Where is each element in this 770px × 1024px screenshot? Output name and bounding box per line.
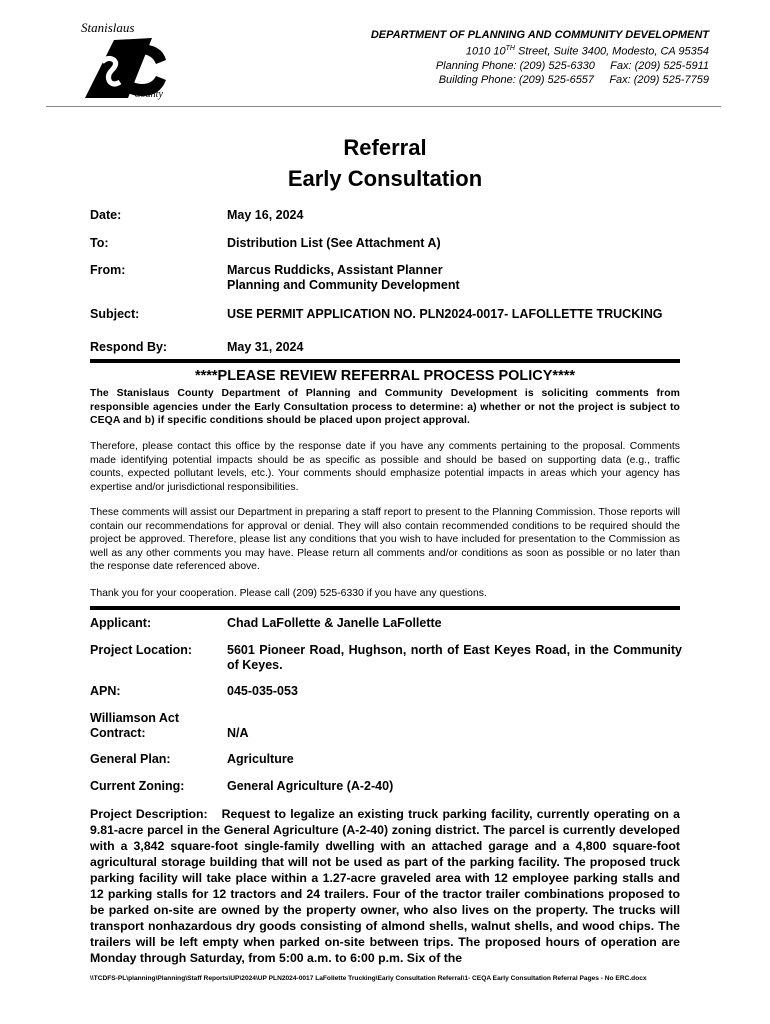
to-label: To: xyxy=(90,236,109,250)
stanislaus-county-logo xyxy=(80,20,172,100)
from-label: From: xyxy=(90,263,126,277)
paragraph-comments: Therefore, please contact this office by the response date if you have any comments pertaining to the proposal. Comments made identifying potential impacts should be as specific as possible and should be based on supporting data (e.g., traffic counts, expected pollutant levels, etc.). Your comments should emphasize potential impacts in areas which your agency has expertise and/or jurisdictional responsibilities. xyxy=(90,441,680,493)
from-value-name: Marcus Ruddicks, Assistant Planner xyxy=(227,263,443,277)
project-location-value: 5601 Pioneer Road, Hughson, north of East Keyes Road, in the Community of Keyes. xyxy=(227,643,682,672)
current-zoning-label: Current Zoning: xyxy=(90,779,185,793)
date-value: May 16, 2024 xyxy=(227,208,304,222)
general-plan-value: Agriculture xyxy=(227,752,294,766)
apn-label: APN: xyxy=(90,684,121,698)
williamson-act-value: N/A xyxy=(227,726,249,740)
project-top-rule xyxy=(90,606,680,610)
project-description-label: Project Description: xyxy=(90,807,208,821)
department-address: 1010 10TH Street, Suite 3400, Modesto, CA 95354 xyxy=(465,45,709,58)
department-header xyxy=(371,28,709,87)
apn-value: 045-035-053 xyxy=(227,684,298,698)
file-path-footer: \\TCDFS-PL\planning\Planning\Staff Reports\UP\2024\UP PLN2024-0017 LaFollette Trucking\Early Consultation Referral\1- CEQA Early Consultation Referral Pages - No ERC.docx xyxy=(90,975,647,982)
from-value-department: Planning and Community Development xyxy=(227,278,460,292)
subject-label: Subject: xyxy=(90,307,140,321)
general-plan-label: General Plan: xyxy=(90,752,171,766)
planning-phone: Planning Phone: (209) 525-6330 Fax: (209) 525-5911 xyxy=(435,59,709,72)
respond-by-label: Respond By: xyxy=(90,340,168,354)
project-description-text: Request to legalize an existing truck parking facility, currently operating on a 9.81-acre parcel in the General Agriculture (A-2-40) zoning district. The parcel is currently developed with a 3,842 square-foot single-family dwelling with an attached garage and a 4,800 square-foot agricultural storage building that will not be used as part of the parking facility. The proposed truck parking facility will take place within a 1.27-acre graveled area with 12 employee parking stalls and 12 parking stalls for 12 tractors and 24 trailers. Four of the tractor trailer combinations proposed to be parked on-site are owned by the property owner, who also lives on the property. The trucks will transport nonhazardous dry goods consisting of almond shells, walnut shells, and wood chips. The trailers will be left empty when parked on-site between trips. The proposed hours of operation are Monday through Saturday, from 5:00 a.m. to 6:00 p.m. Six of the xyxy=(90,807,680,965)
policy-heading: ****PLEASE REVIEW REFERRAL PROCESS POLICY**** xyxy=(194,368,576,384)
applicant-label: Applicant: xyxy=(90,616,152,630)
policy-top-rule xyxy=(90,359,680,363)
document-title: Referral xyxy=(343,135,427,160)
logo-top-text: Stanislaus xyxy=(81,20,135,35)
current-zoning-value: General Agriculture (A-2-40) xyxy=(227,779,394,793)
to-value: Distribution List (See Attachment A) xyxy=(227,236,441,250)
policy-text: The Stanislaus County Department of Planning and Community Development is soliciting comments from responsible agencies under the Early Consultation process to determine: a) whether or not the project is subject to CEQA and b) if specific conditions should be placed upon project approval. xyxy=(90,388,680,426)
subject-value: USE PERMIT APPLICATION NO. PLN2024-0017- LAFOLLETTE TRUCKING xyxy=(227,307,663,321)
date-label: Date: xyxy=(90,208,122,222)
building-phone: Building Phone: (209) 525-6557 Fax: (209) 525-7759 xyxy=(438,73,709,86)
document-subtitle: Early Consultation xyxy=(287,166,483,191)
department-name: DEPARTMENT OF PLANNING AND COMMUNITY DEVELOPMENT xyxy=(370,29,709,41)
paragraph-staff-report: These comments will assist our Department in preparing a staff report to present to the Planning Commission. Those reports will contain our recommendations for approval or denial. They will also contain recommended conditions to be required should the project be approved. Therefore, please list any conditions that you wish to have included for presentation to the Commission as well as any other comments you may have. Please return all comments and/or conditions as soon as possible or no later than the response date referenced above. xyxy=(90,507,680,572)
project-description xyxy=(90,806,680,966)
applicant-value: Chad LaFollette & Janelle LaFollette xyxy=(227,616,442,630)
header-divider xyxy=(46,106,721,107)
williamson-act-label: Williamson Act Contract: xyxy=(90,711,180,740)
respond-by-value: May 31, 2024 xyxy=(227,340,304,354)
logo-bottom-text: County xyxy=(134,89,163,100)
paragraph-thank-you: Thank you for your cooperation. Please call (209) 525-6330 if you have any questions. xyxy=(90,588,487,599)
project-location-label: Project Location: xyxy=(90,643,193,657)
